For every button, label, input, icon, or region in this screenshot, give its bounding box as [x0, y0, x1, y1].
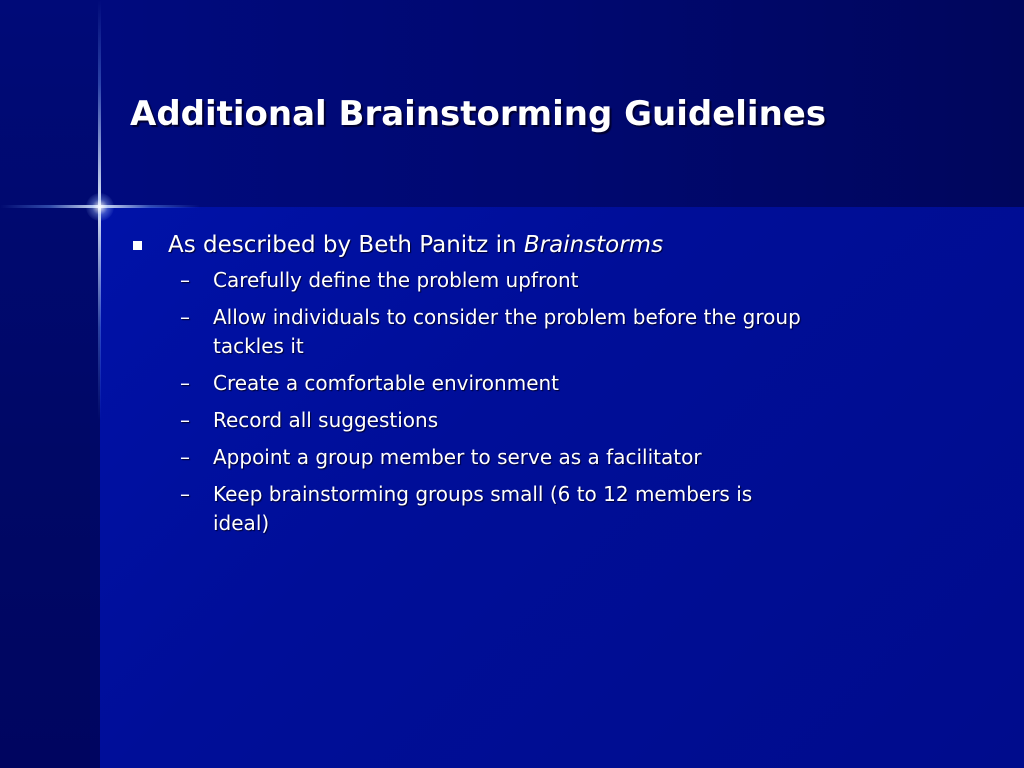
slide-title: Additional Brainstorming Guidelines [130, 94, 827, 134]
dash-bullet-icon: – [180, 445, 190, 469]
light-flare-icon [86, 193, 114, 221]
sub-bullet-item [130, 369, 813, 398]
book-title: Brainstorms [523, 232, 664, 258]
bullet-item [130, 228, 990, 262]
sub-bullet-text: Allow individuals to consider the problem before the group tackles it [213, 305, 801, 358]
dash-bullet-icon: – [180, 305, 190, 329]
dash-bullet-icon: – [180, 268, 190, 292]
sub-bullet-item [130, 303, 813, 361]
dash-bullet-icon: – [180, 482, 190, 506]
background-left-panel [0, 0, 100, 768]
sub-bullet-text: Create a comfortable environment [213, 371, 560, 395]
dash-bullet-icon: – [180, 371, 190, 395]
sub-bullet-text: Keep brainstorming groups small (6 to 12 members is ideal) [213, 482, 753, 535]
sub-bullet-item [130, 406, 813, 435]
sub-bullet-text: Carefully define the problem upfront [213, 268, 579, 292]
bullet-text: As described by Beth Panitz in [168, 232, 524, 258]
sub-bullet-item [130, 480, 813, 538]
square-bullet-icon [133, 241, 142, 250]
sub-bullet-list [130, 266, 990, 538]
slide-content [130, 228, 990, 546]
sub-bullet-item [130, 443, 813, 472]
sub-bullet-text: Appoint a group member to serve as a facilitator [213, 445, 702, 469]
sub-bullet-item [130, 266, 813, 295]
sub-bullet-text: Record all suggestions [213, 408, 439, 432]
dash-bullet-icon: – [180, 408, 190, 432]
